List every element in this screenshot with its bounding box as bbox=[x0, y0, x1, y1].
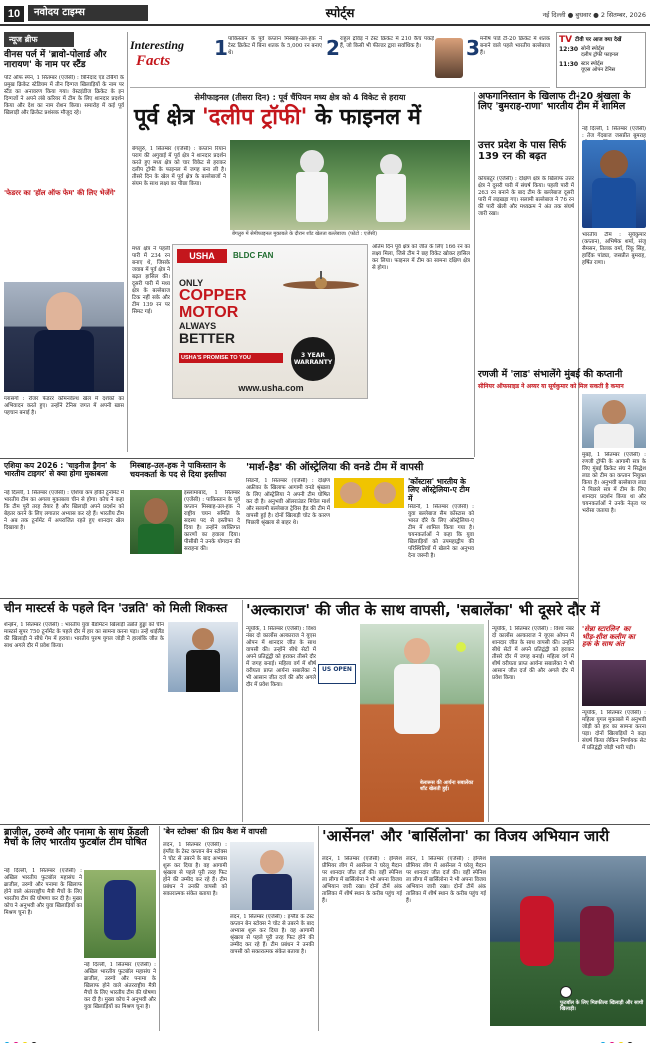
senna-body: न्यूयॉर्क, 1 सितम्बर (एजेंसी) : महिला युगल मुकाबले में अनुभवी जोड़ी को हार का सामना करना पड़ा। दोनों खिलाड़ियों ने कड़ा संघर्ष किया लेकिन निर्णायक सेट में प्रतिद्वंद्वी जोड़ी भारी पड़ी। bbox=[582, 710, 646, 751]
person-silhouette-icon bbox=[46, 292, 82, 332]
brazil-body: नई दिल्ली, 1 सितम्बर (एजेंसी) : अखिल भारतीय फुटबॉल महासंघ ने ब्राजील, उरुग्वे और पनामा के खिलाफ होने वाले अंतरराष्ट्रीय मैत्री मैचों के लिए भारतीय टीम की घोषणा कर दी है। मुख्य कोच ने अनुभवी और युवा खिलाड़ियों का मिश्रण चुना है। bbox=[4, 868, 82, 916]
stokes-headline: 'बेन स्टोक्स' की प्रिय कैश में वापसी bbox=[163, 827, 267, 836]
lead-body-2: मध्य क्षेत्र ने पहली पारी में 234 रन बनाए थे, जिसके जवाब में पूर्व क्षेत्र ने बढ़त हासिल की। दूसरी पारी में मध्य क्षेत्र के बल्लेबाज टिक नहीं सके और टीम 139 रन पर सिमट गई। bbox=[132, 246, 170, 315]
paper-name bbox=[28, 5, 148, 21]
arsenal-caption: फुटबॉल के लिए मिडफील्ड खिलाड़ी और साथी खिलाड़ी। bbox=[560, 1000, 644, 1012]
lead-photo bbox=[230, 140, 470, 230]
fact-item-2: 2 राहुल द्रविड़ ने टेस्ट क्रिकेट में 210 कैच पकड़े हैं, जो किसी भी फील्डर द्वारा सर्वाधिक है। bbox=[326, 36, 434, 60]
news-brief-headline: वीनस पर्ल में 'ब्रावो-पोलार्ड और नारायण' के नाम पर स्टैंड bbox=[4, 50, 107, 70]
afghan-headline: अफगानिस्तान के खिलाफ टी-20 श्रृंखला के लिए 'बुमराह-राणा' भारतीय टीम में शामिल bbox=[478, 91, 631, 113]
mumbai-body: मुंबई, 1 सितम्बर (एजेंसी) : रणजी ट्रॉफी के आगामी सत्र के लिए मुंबई क्रिकेट संघ ने सिद्धेश लाड को टीम का कप्तान नियुक्त किया है। अनुभवी बल्लेबाज लाड ने पिछले सत्र में टीम के लिए शानदार प्रदर्शन किया था और चयनकर्ताओं ने उनके नेतृत्व पर भरोसा जताया है। bbox=[582, 452, 646, 514]
senna-photo bbox=[582, 660, 646, 706]
afghan-body: नई दिल्ली, 1 सितम्बर (एजेंसी) : तेज गेंदबाज जसप्रीत बुमराह bbox=[582, 126, 646, 139]
bumrah-photo bbox=[582, 140, 646, 228]
tv-time: 11:30 bbox=[559, 61, 579, 68]
ad-product: BLDC FAN bbox=[233, 251, 274, 260]
interesting-facts bbox=[130, 32, 550, 88]
tv-time: 12:30 bbox=[559, 46, 579, 53]
tennis-ball-icon bbox=[456, 642, 466, 652]
dateline: नई दिल्ली ● बुधवार ● 2 सितम्बर, 2026 bbox=[542, 11, 646, 19]
tv-box: TV टीवी पर आज क्या देखें 12:30 सोनी स्पोर्ट्स दलीप ट्रॉफी फाइनल 11:30 स्टार स्पोर्ट्स यूएस ओपन टेनिस bbox=[556, 32, 646, 88]
unnati-photo bbox=[168, 622, 238, 692]
ad-url[interactable]: www.usha.com bbox=[238, 383, 304, 393]
color-registration-marks-right bbox=[600, 1033, 636, 1043]
fact-number: 3 bbox=[466, 36, 480, 60]
news-brief-pullquote: 'फेडरर का 'हॉल ऑफ फेम' की लिए भेजेंगे' bbox=[4, 188, 116, 197]
us-open-logo: US OPEN bbox=[318, 664, 356, 684]
fact-number: 2 bbox=[326, 36, 340, 60]
masthead bbox=[0, 0, 650, 26]
alcaraz-headline: 'अल्काराज' की जीत के साथ वापसी, 'सबालेंका' भी दूसरे दौर में bbox=[246, 601, 600, 619]
ad-tag: USHA'S PROMISE TO YOU bbox=[179, 353, 283, 363]
federer-caption: ग्लासगो : रोजर फेडरर कॉमनवेल्थ खेल में दर्शकों का अभिवादन करते हुए। उन्होंने टेनिस जगत में अपनी खास पहचान बनाई है। bbox=[4, 396, 124, 416]
mumbai-sub: सीनियर ऑफसाइड ने अय्यर या सूर्यकुमार को मिल सकती है कमान bbox=[478, 383, 624, 390]
marsh-head-headline: 'मार्श-हैड' की ऑस्ट्रेलिया की वनडे टीम में वापसी bbox=[246, 462, 424, 473]
brazil-body-cont: नई दिल्ली, 1 सितम्बर (एजेंसी) : अखिल भारतीय फुटबॉल महासंघ ने ब्राजील, उरुग्वे और पनामा के खिलाफ होने वाले अंतरराष्ट्रीय मैत्री मैचों के लिए भारतीय टीम की घोषणा कर दी है। मुख्य कोच ने अनुभवी और युवा खिलाड़ियों का मिश्रण चुना है। bbox=[84, 962, 156, 1010]
china-headline: चीन मास्टर्स के पहले दिन 'उन्नति' को मिली शिकस्त bbox=[4, 601, 228, 615]
sabalenka-photo bbox=[360, 624, 484, 822]
lead-body-1: बेंगलुरु, 1 सितम्बर (एजेंसी) : कप्तान रियान पराग की अगुवाई में पूर्व क्षेत्र ने शानदार प्रदर्शन करते हुए मध्य क्षेत्र को चार विकेट से हराकर दलीप ट्रॉफी के फाइनल में जगह बना ली है। तीसरे दिन के खेल में पूर्व क्षेत्र के बल्लेबाजों ने संयम के साथ लक्ष्य का पीछा किया। bbox=[132, 146, 226, 187]
lead-body-3: अंतिम दिन पूर्व क्षेत्र को जीत के लिए 166 रन का लक्ष्य मिला, जिसे टीम ने छह विकेट खोकर हासिल कर लिया। फाइनल में टीम का सामना दक्षिण क्षेत्र से होगा। bbox=[372, 244, 470, 271]
lad-photo bbox=[582, 394, 646, 448]
football-icon bbox=[560, 986, 572, 998]
facts-logo-line1: Interesting bbox=[130, 38, 185, 52]
up-body: कोयंबटूर (एजेंसी) : दक्षिण क्षेत्र के खिलाफ उत्तर क्षेत्र ने दूसरी पारी में संघर्ष किया। पहली पारी में 263 रन बनाने के बाद टीम के बल्लेबाज दूसरी पारी में लड़खड़ा गए। सलामी बल्लेबाज ने 76 रन की पारी खेली और मध्यक्रम ने अंत तक संघर्ष जारी रखा। bbox=[478, 176, 574, 217]
page-number: 10 bbox=[4, 6, 24, 22]
news-brief-label: न्यूज ब्रीफ bbox=[4, 32, 74, 47]
federer-photo bbox=[4, 282, 124, 392]
marsh-head-photo bbox=[334, 478, 404, 508]
afghan-caption: भारतीय टीम : सूर्यकुमार (कप्तान), अभिषेक शर्मा, संजू सैमसन, तिलक वर्मा, रिंकू सिंह, हार्दिक पांड्या, जसप्रीत बुमराह, हर्षित राणा। bbox=[582, 232, 646, 266]
section-text: स्पोर्ट्स bbox=[325, 6, 355, 20]
asia-cup-body: नई दिल्ली, 1 सितम्बर (एजेंसी) : एशिया कप हॉकी टूर्नामेंट में भारतीय टीम का अगला मुकाबला चीन से होगा। कोच ने कहा कि टीम पूरी तरह तैयार है और खिलाड़ी अपने प्रदर्शन को बेहतर करने के लिए लगातार अभ्यास कर रहे हैं। भारतीय टीम ने अब तक टूर्नामेंट में अपराजित रहते हुए शानदार खेल दिखाया है। bbox=[4, 490, 124, 531]
stokes-body: लंदन, 1 सितम्बर (एजेंसी) : इंग्लैंड के टेस्ट कप्तान बेन स्टोक्स ने चोट से उबरने के बाद अभ्यास शुरू कर दिया है। वह आगामी श्रृंखला से पहले पूरी तरह फिट होने की उम्मीद कर रहे हैं। टीम प्रबंधन ने उनकी वापसी को सकारात्मक संकेत बताया है। bbox=[163, 842, 227, 897]
facts-logo bbox=[130, 38, 210, 70]
warranty-badge: 3 YEAR WARRANTY bbox=[291, 337, 335, 381]
konstas-body: सिडनी, 1 सितम्बर (एजेंसी) : युवा बल्लेबाज सैम कोंस्टास को भारत दौरे के लिए ऑस्ट्रेलिया-ए टीम में शामिल किया गया है। चयनकर्ताओं ने कहा कि युवा खिलाड़ियों को उपमहाद्वीप की परिस्थितियों में खेलने का अनुभव देना जरूरी है। bbox=[408, 504, 474, 559]
facts-logo-line2: Facts bbox=[136, 53, 171, 69]
lead-kicker: सेमीफाइनल (तीसरा दिन) : पूर्व चैंपियन मध्य क्षेत्र को 4 विकेट से हराया bbox=[194, 93, 406, 102]
tv-label: टीवी पर आज क्या देखें bbox=[575, 37, 622, 43]
fact-item-1: 1 पाकिस्तान के पूर्व कप्तान मिस्बाह-उल-हक ने टेस्ट क्रिकेट में बिना शतक के 5,000 रन बनाए थे। bbox=[214, 36, 322, 60]
alcaraz-body: न्यूयॉर्क, 1 सितम्बर (एजेंसी) : विश्व नंबर दो कार्लोस अल्काराज ने यूएस ओपन में शानदार जीत के साथ वापसी की। उन्होंने सीधे सेटों में अपने प्रतिद्वंद्वी को हराकर तीसरे दौर में जगह बनाई। महिला वर्ग में शीर्ष वरीयता प्राप्त आर्यना सबालेंका ने भी आसान जीत दर्ज की और अगले दौर में प्रवेश किया। bbox=[246, 626, 316, 688]
konstas-headline: 'कोंस्टास' भारतीय के लिए ऑस्ट्रेलिया-ए टीम में bbox=[408, 477, 470, 503]
asia-cup-headline: एशिया कप 2026 : 'चाइनीज ड्रैगन' के भारतीय टाइगर' से क्या होगा मुकाबला bbox=[4, 461, 116, 479]
arsenal-headline: 'आर्सेनल' और 'बार्सिलोना' का विजय अभियान जारी bbox=[322, 827, 610, 845]
misbah-photo bbox=[130, 490, 182, 554]
mumbai-headline: रणजी में 'लाड' संभालेंगे मुंबई की कप्तानी bbox=[478, 369, 623, 380]
arsenal-body: लंदन, 1 सितम्बर (एजेंसी) : इंग्लिश प्रीमियर लीग में आर्सेनल ने घरेलू मैदान पर शानदार जीत दर्ज की। वहीं स्पेनिश ला लीगा में बार्सिलोना ने भी अपना विजय अभियान जारी रखा। दोनों टीमें अंक तालिका में शीर्ष स्थान के करीब पहुंच गई हैं। bbox=[322, 856, 402, 904]
lead-photo-caption: बेंगलुरु में सेमीफाइनल मुकाबले के दौरान शॉट खेलता बल्लेबाज। (फोटो : एजेंसी) bbox=[232, 231, 378, 237]
ad-copy: ONLY COPPER MOTOR ALWAYS BETTER bbox=[179, 278, 247, 347]
section-label bbox=[280, 2, 400, 22]
fact-photo bbox=[435, 38, 463, 78]
marsh-head-body: सिडनी, 1 सितम्बर (एजेंसी) : दक्षिण अफ्रीका के खिलाफ आगामी वनडे श्रृंखला के लिए ऑस्ट्रेलिया ने अपनी टीम घोषित कर दी है। अनुभवी ऑलराउंडर मिचेल मार्श और सलामी बल्लेबाज ट्रेविस हैड की टीम में वापसी हुई है। दोनों खिलाड़ी चोट के कारण पिछली श्रृंखला से बाहर थे। bbox=[246, 478, 330, 526]
tv-icon: TV bbox=[559, 35, 573, 45]
stokes-photo bbox=[230, 842, 314, 910]
fact-number: 1 bbox=[214, 36, 228, 60]
brazil-headline: ब्राजील, उरुग्वे और पनामा के साथ फ्रेंडली मैचों के लिए भारतीय फुटबॉल टीम घोषित bbox=[4, 827, 149, 849]
paper-name-text: नवोदय टाइम्स bbox=[34, 7, 85, 18]
news-brief-body: पोर्ट ऑफ स्पेन, 1 सितम्बर (एजेंसी) : त्रिनिदाद एंड टोबैगो के प्रमुख क्रिकेट स्टेडियम में तीन दिग्गज खिलाड़ियों के नाम पर स्टैंड का अनावरण किया गया। वेस्टइंडीज क्रिकेट के इन दिग्गजों ने अपने लंबे करियर में टीम के लिए शानदार प्रदर्शन किया और देश का नाम रोशन किया। समारोह में कई पूर्व खिलाड़ी और क्रिकेट प्रशंसक मौजूद रहे। bbox=[4, 74, 124, 116]
fact-item-3: 3 मनीष पांडे टी-20 क्रिकेट में शतक बनाने वाले पहले भारतीय बल्लेबाज हैं। bbox=[466, 36, 550, 60]
senna-headline: 'सेन्ना स्टारलिन' का भीड़-शीश कलीम का हक के साथ अंत bbox=[582, 625, 635, 649]
up-headline: उत्तर प्रदेश के पास सिर्फ 139 रन की बढ़त bbox=[478, 140, 566, 162]
news-brief-section bbox=[4, 32, 124, 457]
alcaraz-body-cont: न्यूयॉर्क, 1 सितम्बर (एजेंसी) : विश्व नंबर दो कार्लोस अल्काराज ने यूएस ओपन में शानदार जीत के साथ वापसी की। उन्होंने सीधे सेटों में अपने प्रतिद्वंद्वी को हराकर तीसरे दौर में जगह बनाई। महिला वर्ग में शीर्ष वरीयता प्राप्त आर्यना सबालेंका ने भी आसान जीत दर्ज की और अगले दौर में प्रवेश किया। bbox=[492, 626, 574, 681]
misbah-body: इस्लामाबाद, 1 सितम्बर (एजेंसी) : पाकिस्तान के पूर्व कप्तान मिस्बाह-उल-हक ने राष्ट्रीय चयन समिति के सदस्य पद से इस्तीफा दे दिया है। उन्होंने व्यक्तिगत कारणों का हवाला दिया। पीसीबी ने उनके योगदान की सराहना की। bbox=[184, 490, 240, 552]
color-registration-marks bbox=[4, 1033, 40, 1043]
usha-logo: USHA bbox=[177, 249, 227, 263]
usha-ad bbox=[172, 244, 368, 399]
china-body: शेन्झेन, 1 सितम्बर (एजेंसी) : भारतीय युवा बैडमिंटन खिलाड़ी उन्नति हुड्डा को चीन मास्टर्स सुपर 750 टूर्नामेंट के पहले दौर में हार का सामना करना पड़ा। उन्हें थाईलैंड की खिलाड़ी ने सीधे गेम में हराया। भारतीय पुरुष युगल जोड़ी ने हालांकि जीत के साथ अगले दौर में प्रवेश किया। bbox=[4, 622, 164, 649]
misbah-headline: मिस्बाह-उल-हक ने पाकिस्तान के चयनकर्ता के पद से दिया इस्तीफा bbox=[130, 461, 227, 479]
lead-headline: पूर्व क्षेत्र 'दलीप ट्रॉफी' के फाइनल में bbox=[134, 105, 421, 130]
sabalenka-caption: बेलारूस की आर्यना सबालेंका शॉट खेलती हुई। bbox=[420, 780, 474, 792]
stokes-body-cont: लंदन, 1 सितम्बर (एजेंसी) : इंग्लैंड के टेस्ट कप्तान बेन स्टोक्स ने चोट से उबरने के बाद अभ्यास शुरू कर दिया है। वह आगामी श्रृंखला से पहले पूरी तरह फिट होने की उम्मीद कर रहे हैं। टीम प्रबंधन ने उनकी वापसी को सकारात्मक संकेत बताया है। bbox=[230, 914, 314, 955]
fan-icon bbox=[281, 271, 361, 293]
arsenal-body-cont: लंदन, 1 सितम्बर (एजेंसी) : इंग्लिश प्रीमियर लीग में आर्सेनल ने घरेलू मैदान पर शानदार जीत दर्ज की। वहीं स्पेनिश ला लीगा में बार्सिलोना ने भी अपना विजय अभियान जारी रखा। दोनों टीमें अंक तालिका में शीर्ष स्थान के करीब पहुंच गई हैं। bbox=[406, 856, 486, 904]
football-team-photo bbox=[84, 870, 156, 958]
